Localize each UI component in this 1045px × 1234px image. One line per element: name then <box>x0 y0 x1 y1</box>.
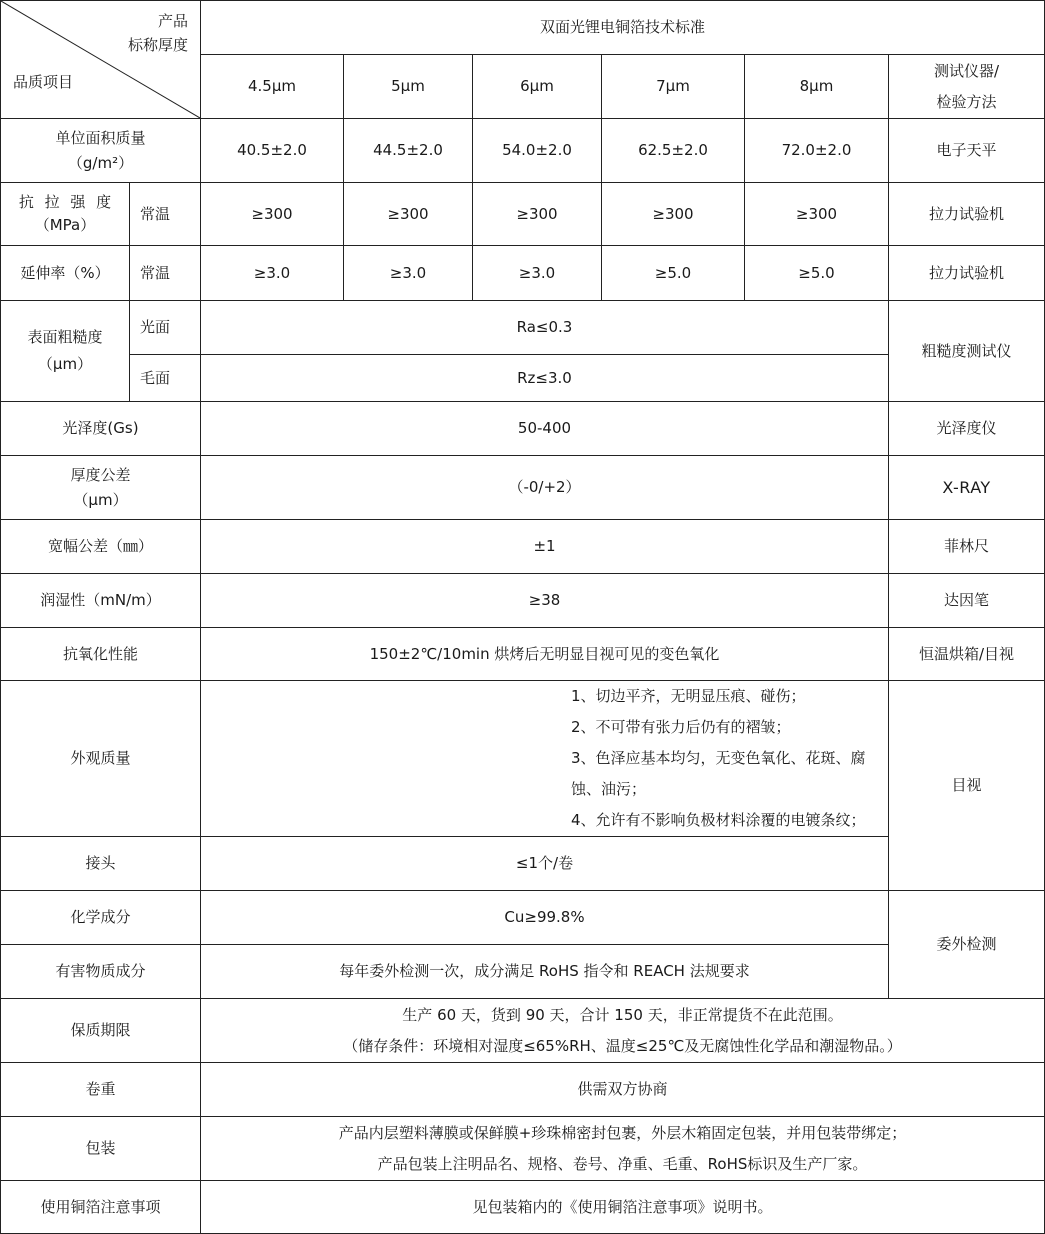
unit-mass-label-line-1: 单位面积质量 <box>55 128 146 147</box>
unit-mass-label <box>1 119 201 183</box>
row-gloss <box>1 402 1045 456</box>
row-roll-weight <box>1 1063 1045 1117</box>
row-unit-mass <box>1 119 1045 183</box>
thickness-8: 8μm <box>745 55 889 119</box>
roughness-method: 粗糙度测试仪 <box>889 301 1045 402</box>
elongation-label: 延伸率（%） <box>1 246 130 301</box>
tensile-label <box>1 183 130 246</box>
width-tol-label: 宽幅公差（㎜） <box>1 520 201 574</box>
thickness-7: 7μm <box>602 55 745 119</box>
row-width-tolerance <box>1 520 1045 574</box>
row-shelf-life <box>1 999 1045 1063</box>
tensile-value: ≥300 <box>602 183 745 246</box>
wettability-label: 润湿性（mN/m） <box>1 574 201 628</box>
unit-mass-value: 44.5±2.0 <box>344 119 473 183</box>
oxidation-value: 150±2℃/10min 烘烤后无明显目视可见的变色氧化 <box>201 628 889 681</box>
thickness-tol-label-line-2: （μm） <box>73 490 128 509</box>
joint-value: ≤1个/卷 <box>201 837 889 891</box>
elongation-method: 拉力试验机 <box>889 246 1045 301</box>
tensile-value: ≥300 <box>473 183 602 246</box>
appearance-item: 2、不可带有张力后仍有的褶皱； <box>571 718 791 736</box>
notice-value: 见包装箱内的《使用铜箔注意事项》说明书。 <box>201 1181 1045 1234</box>
thickness-4-5: 4.5μm <box>201 55 344 119</box>
elongation-sub: 常温 <box>130 246 201 301</box>
row-packaging <box>1 1117 1045 1181</box>
chemical-label: 化学成分 <box>1 891 201 945</box>
tensile-sub: 常温 <box>130 183 201 246</box>
tensile-label-line-2: （MPa） <box>34 216 96 234</box>
unit-mass-value: 54.0±2.0 <box>473 119 602 183</box>
thickness-5: 5μm <box>344 55 473 119</box>
shelf-life-line: （储存条件：环境相对湿度≤65%RH、温度≤25℃及无腐蚀性化学品和潮湿物品。） <box>343 1036 902 1055</box>
row-notice <box>1 1181 1045 1234</box>
joint-label: 接头 <box>1 837 201 891</box>
hazardous-label: 有害物质成分 <box>1 945 201 999</box>
appearance-item: 3、色泽应基本均匀，无变色氧化、花斑、腐蚀、油污； <box>571 749 866 798</box>
corner-thickness-label: 标称厚度 <box>127 36 188 54</box>
thickness-6: 6μm <box>473 55 602 119</box>
row-appearance <box>1 681 1045 837</box>
gloss-label: 光泽度(Gs) <box>1 402 201 456</box>
gloss-method: 光泽度仪 <box>889 402 1045 456</box>
hazardous-value: 每年委外检测一次，成分满足 RoHS 指令和 REACH 法规要求 <box>201 945 889 999</box>
thickness-tol-method: X-RAY <box>889 456 1045 520</box>
shelf-life-label: 保质期限 <box>1 999 201 1063</box>
thickness-tol-value: （-0/+2） <box>201 456 889 520</box>
shelf-life-value <box>201 999 1045 1063</box>
packaging-label: 包装 <box>1 1117 201 1181</box>
method-header-line-1: 测试仪器/ <box>933 61 1000 80</box>
elongation-value: ≥3.0 <box>473 246 602 301</box>
row-roughness-matte <box>1 355 1045 402</box>
row-elongation <box>1 246 1045 301</box>
row-oxidation <box>1 628 1045 681</box>
wettability-method: 达因笔 <box>889 574 1045 628</box>
row-wettability <box>1 574 1045 628</box>
corner-product-label: 产品 <box>157 12 188 30</box>
roll-weight-label: 卷重 <box>1 1063 201 1117</box>
method-header-line-2: 检验方法 <box>936 92 997 111</box>
roughness-label <box>1 301 130 402</box>
tensile-value: ≥300 <box>344 183 473 246</box>
elongation-value: ≥3.0 <box>201 246 344 301</box>
notice-label: 使用铜箔注意事项 <box>1 1181 201 1234</box>
tensile-label-line-1: 抗 拉 强 度 <box>18 193 112 212</box>
roughness-matte-sub: 毛面 <box>130 355 201 402</box>
elongation-value: ≥3.0 <box>344 246 473 301</box>
elongation-value: ≥5.0 <box>745 246 889 301</box>
row-joint <box>1 837 1045 891</box>
thickness-tol-label <box>1 456 201 520</box>
gloss-value: 50-400 <box>201 402 889 456</box>
packaging-value <box>201 1117 1045 1181</box>
packaging-line: 产品内层塑料薄膜或保鲜膜+珍珠棉密封包裹，外层木箱固定包装，并用包装带绑定； <box>338 1123 907 1142</box>
tensile-value: ≥300 <box>201 183 344 246</box>
row-roughness-shiny <box>1 301 1045 355</box>
unit-mass-value: 62.5±2.0 <box>602 119 745 183</box>
unit-mass-label-line-2: （g/m²） <box>67 153 134 172</box>
row-tensile <box>1 183 1045 246</box>
tensile-method: 拉力试验机 <box>889 183 1045 246</box>
corner-cell <box>1 1 201 119</box>
roll-weight-value: 供需双方协商 <box>201 1063 1045 1117</box>
row-hazardous <box>1 945 1045 999</box>
unit-mass-value: 40.5±2.0 <box>201 119 344 183</box>
appearance-list <box>201 681 889 837</box>
row-chemical <box>1 891 1045 945</box>
packaging-line: 产品包装上注明品名、规格、卷号、净重、毛重、RoHS标识及生产厂家。 <box>377 1154 868 1173</box>
elongation-value: ≥5.0 <box>602 246 745 301</box>
shelf-life-line: 生产 60 天，货到 90 天，合计 150 天，非正常提货不在此范围。 <box>402 1005 843 1024</box>
row-thickness-tolerance <box>1 456 1045 520</box>
roughness-shiny-value: Ra≤0.3 <box>201 301 889 355</box>
chemical-value: Cu≥99.8% <box>201 891 889 945</box>
wettability-value: ≥38 <box>201 574 889 628</box>
roughness-matte-value: Rz≤3.0 <box>201 355 889 402</box>
thickness-tol-label-line-1: 厚度公差 <box>70 465 131 484</box>
chemical-method: 委外检测 <box>889 891 1045 999</box>
oxidation-label: 抗氧化性能 <box>1 628 201 681</box>
appearance-label: 外观质量 <box>1 681 201 837</box>
oxidation-method: 恒温烘箱/目视 <box>889 628 1045 681</box>
roughness-label-line-2: （μm） <box>37 355 93 373</box>
unit-mass-method: 电子天平 <box>889 119 1045 183</box>
appearance-item: 1、切边平齐，无明显压痕、碰伤； <box>571 687 806 705</box>
roughness-shiny-sub: 光面 <box>130 301 201 355</box>
header-row-title <box>1 1 1045 55</box>
method-header <box>889 55 1045 119</box>
appearance-item: 4、允许有不影响负极材料涂覆的电镀条纹； <box>571 811 866 829</box>
corner-top-labels <box>128 9 188 57</box>
width-tol-value: ±1 <box>201 520 889 574</box>
roughness-label-line-1: 表面粗糙度 <box>27 328 103 347</box>
tensile-value: ≥300 <box>745 183 889 246</box>
unit-mass-value: 72.0±2.0 <box>745 119 889 183</box>
corner-item-label: 品质项目 <box>13 73 74 92</box>
table-title: 双面光锂电铜箔技术标准 <box>201 1 1045 55</box>
width-tol-method: 菲林尺 <box>889 520 1045 574</box>
appearance-method: 目视 <box>889 681 1045 891</box>
